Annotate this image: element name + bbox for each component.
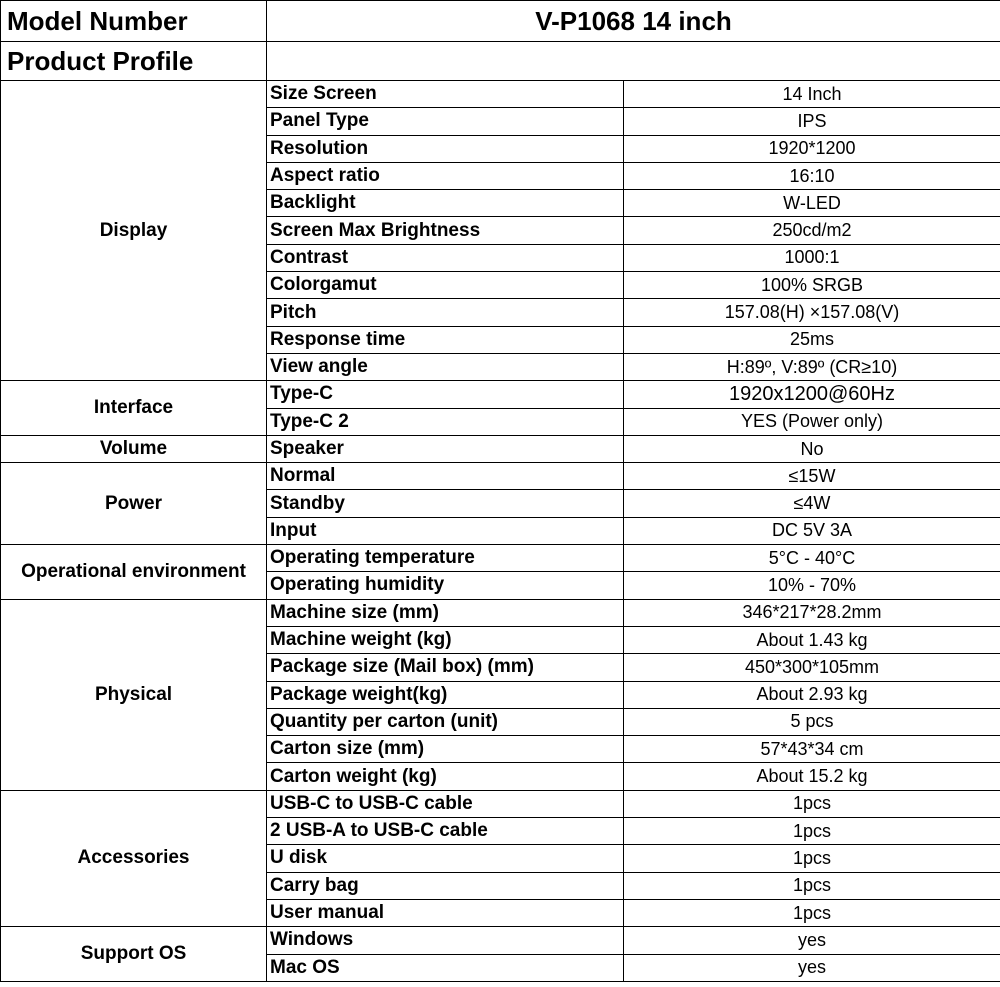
header-row-model [1,1,1000,42]
spec-property: Backlight [267,190,624,217]
spec-value: 16:10 [624,162,1000,189]
spec-property: Machine size (mm) [267,599,624,626]
spec-value: 1pcs [624,818,1000,845]
spec-property: Standby [267,490,624,517]
spec-value: ≤4W [624,490,1000,517]
spec-value: No [624,435,1000,462]
group-label: Operational environment [1,545,267,600]
spec-property: Aspect ratio [267,162,624,189]
spec-property: Operating temperature [267,545,624,572]
spec-property: Machine weight (kg) [267,626,624,653]
spec-value: 10% - 70% [624,572,1000,599]
spec-value: yes [624,954,1000,981]
spec-property: Size Screen [267,81,624,108]
spec-value: 1920x1200@60Hz [624,381,1000,408]
spec-property: 2 USB-A to USB-C cable [267,818,624,845]
spec-value: 450*300*105mm [624,654,1000,681]
spec-value: 5 pcs [624,708,1000,735]
model-number-label: Model Number [1,1,267,42]
spec-value: About 2.93 kg [624,681,1000,708]
spec-value: 1pcs [624,872,1000,899]
spec-property: Speaker [267,435,624,462]
group-label: Support OS [1,927,267,982]
group-label: Interface [1,381,267,436]
spec-value: 1000:1 [624,244,1000,271]
spec-value: H:89º, V:89º (CR≥10) [624,353,1000,380]
spec-value: 250cd/m2 [624,217,1000,244]
spec-property: Carton size (mm) [267,736,624,763]
spec-property: Resolution [267,135,624,162]
spec-value: About 15.2 kg [624,763,1000,790]
group-label: Volume [1,435,267,462]
product-profile-blank [267,42,1000,81]
spec-value: 5°C - 40°C [624,545,1000,572]
spec-value: 14 Inch [624,81,1000,108]
spec-value: 1pcs [624,845,1000,872]
spec-property: Pitch [267,299,624,326]
spec-value: 25ms [624,326,1000,353]
group-label: Physical [1,599,267,790]
spec-property: Input [267,517,624,544]
spec-property: Type-C [267,381,624,408]
spec-property: Carton weight (kg) [267,763,624,790]
spec-property: View angle [267,353,624,380]
model-number-value: V-P1068 14 inch [267,1,1000,42]
spec-value: About 1.43 kg [624,626,1000,653]
spec-value: 346*217*28.2mm [624,599,1000,626]
spec-property: Colorgamut [267,272,624,299]
spec-row [1,790,1000,817]
spec-property: U disk [267,845,624,872]
spec-row [1,435,1000,462]
spec-property: Type-C 2 [267,408,624,435]
spec-value: yes [624,927,1000,954]
spec-value: IPS [624,108,1000,135]
spec-property: Response time [267,326,624,353]
spec-property: Mac OS [267,954,624,981]
spec-value: W-LED [624,190,1000,217]
spec-property: Windows [267,927,624,954]
spec-property: Operating humidity [267,572,624,599]
spec-property: Panel Type [267,108,624,135]
spec-value: 157.08(H) ×157.08(V) [624,299,1000,326]
spec-row [1,927,1000,954]
group-label: Display [1,81,267,381]
spec-property: Package size (Mail box) (mm) [267,654,624,681]
spec-row [1,463,1000,490]
spec-value: 57*43*34 cm [624,736,1000,763]
spec-value: 1pcs [624,899,1000,926]
spec-value: DC 5V 3A [624,517,1000,544]
group-label: Accessories [1,790,267,926]
header-row-profile [1,42,1000,81]
spec-property: Quantity per carton (unit) [267,708,624,735]
spec-property: Normal [267,463,624,490]
spec-row [1,81,1000,108]
spec-property: USB-C to USB-C cable [267,790,624,817]
spec-value: ≤15W [624,463,1000,490]
spec-property: Screen Max Brightness [267,217,624,244]
spec-property: Package weight(kg) [267,681,624,708]
spec-row [1,545,1000,572]
group-label: Power [1,463,267,545]
spec-property: User manual [267,899,624,926]
spec-value: 1pcs [624,790,1000,817]
product-profile-label: Product Profile [1,42,267,81]
spec-row [1,599,1000,626]
spec-row [1,381,1000,408]
spec-value: 100% SRGB [624,272,1000,299]
spec-value: YES (Power only) [624,408,1000,435]
spec-property: Contrast [267,244,624,271]
spec-property: Carry bag [267,872,624,899]
spec-value: 1920*1200 [624,135,1000,162]
